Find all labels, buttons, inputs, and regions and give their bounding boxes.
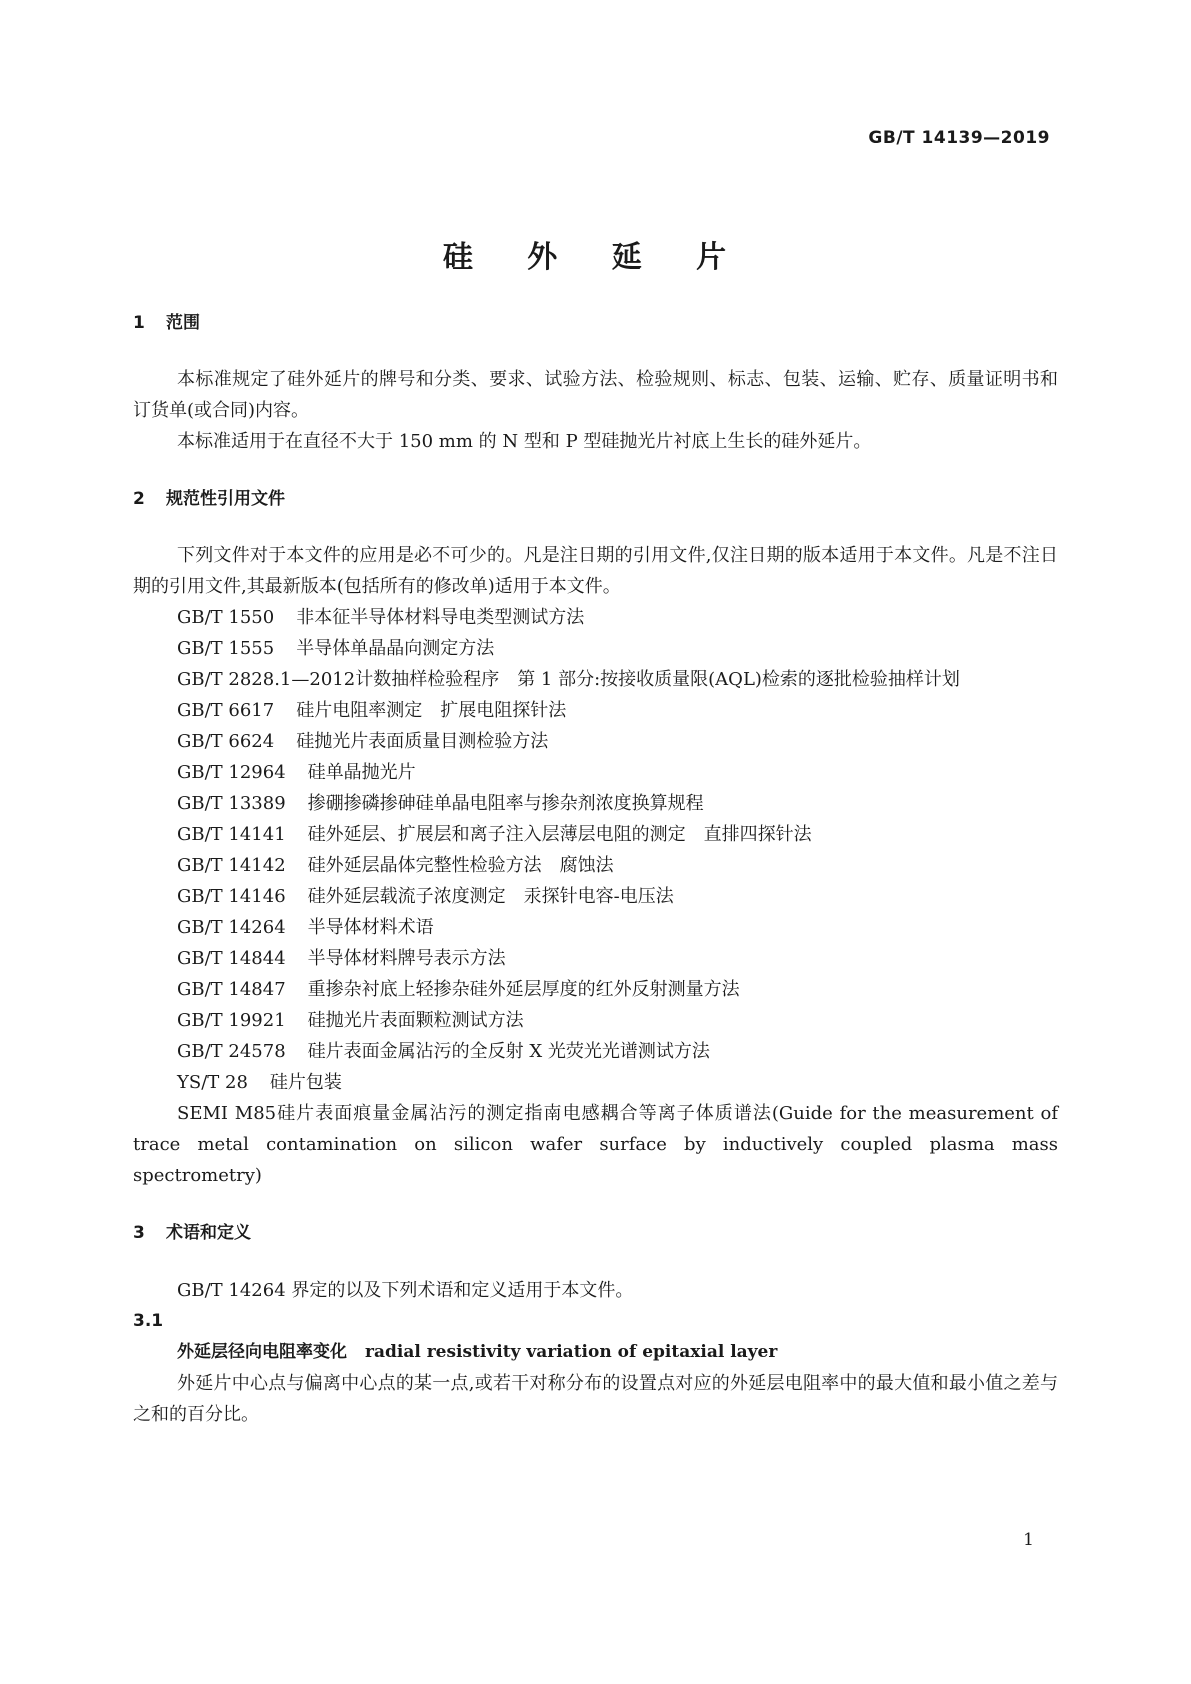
reference-code: GB/T 1550 — [177, 607, 275, 628]
reference-code: GB/T 6624 — [177, 731, 275, 752]
section-heading — [133, 308, 1058, 339]
reference-item — [133, 881, 1058, 912]
paragraph: 本标准规定了硅外延片的牌号和分类、要求、试验方法、检验规则、标志、包装、运输、贮存、质量证明书和订货单(或合同)内容。 — [133, 369, 1058, 421]
reference-code: GB/T 14142 — [177, 855, 286, 876]
reference-title: 半导体单晶晶向测定方法 — [296, 638, 495, 659]
term-number: 3.1 — [133, 1311, 164, 1331]
reference-title: 硅抛光片表面质量目测检验方法 — [296, 731, 549, 752]
reference-title: 半导体材料术语 — [307, 917, 434, 938]
section-1-body — [133, 364, 1058, 457]
reference-code: GB/T 14141 — [177, 824, 286, 845]
reference-item — [133, 757, 1058, 788]
term-chinese: 外延层径向电阻率变化 — [177, 1342, 347, 1362]
section-title: 范围 — [166, 313, 200, 333]
page-number: 1 — [1023, 1530, 1034, 1550]
section-number: 2 — [133, 489, 145, 509]
term-english: radial resistivity variation of epitaxial layer — [365, 1342, 778, 1362]
reference-code: GB/T 14847 — [177, 979, 286, 1000]
paragraph: 下列文件对于本文件的应用是必不可少的。凡是注日期的引用文件,仅注日期的版本适用于本文件。凡是不注日期的引用文件,其最新版本(包括所有的修改单)适用于本文件。 — [133, 545, 1058, 597]
reference-item — [133, 788, 1058, 819]
reference-item — [133, 1098, 1058, 1191]
reference-list — [133, 602, 1058, 1191]
term-definition: 外延片中心点与偏离中心点的某一点,或若干对称分布的设置点对应的外延层电阻率中的最大值和最小值之差与之和的百分比。 — [133, 1373, 1058, 1425]
reference-code: GB/T 2828.1—2012 — [177, 669, 356, 690]
reference-item — [133, 633, 1058, 664]
reference-code: GB/T 12964 — [177, 762, 286, 783]
reference-item — [133, 850, 1058, 881]
reference-title: 硅片表面痕量金属沾污的测定指南电感耦合等离子体质谱法(Guide for the measurement of trace metal contamination on silicon wafer surface by inductively coupled plasma mass spectrometry) — [133, 1103, 1058, 1186]
reference-code: GB/T 13389 — [177, 793, 286, 814]
section-3 — [133, 1218, 1058, 1249]
reference-item — [133, 664, 1058, 695]
reference-title: 硅抛光片表面颗粒测试方法 — [307, 1010, 524, 1031]
reference-code: GB/T 14844 — [177, 948, 286, 969]
reference-code: GB/T 1555 — [177, 638, 275, 659]
reference-item — [133, 1036, 1058, 1067]
reference-item — [133, 1067, 1058, 1098]
section-2 — [133, 484, 1058, 515]
section-number: 1 — [133, 313, 145, 333]
section-title: 术语和定义 — [166, 1223, 251, 1243]
reference-code: GB/T 24578 — [177, 1041, 286, 1062]
reference-item — [133, 695, 1058, 726]
reference-title: 硅片电阻率测定 扩展电阻探针法 — [296, 700, 567, 721]
document-title: 硅 外 延 片 — [442, 240, 749, 275]
term-title — [133, 1337, 1058, 1368]
reference-title: 硅单晶抛光片 — [307, 762, 416, 783]
reference-item — [133, 912, 1058, 943]
reference-title: 计数抽样检验程序 第 1 部分:按接收质量限(AQL)检索的逐批检验抽样计划 — [355, 669, 960, 690]
reference-title: 半导体材料牌号表示方法 — [307, 948, 506, 969]
reference-code: GB/T 14146 — [177, 886, 286, 907]
paragraph: 本标准适用于在直径不大于 150 mm 的 N 型和 P 型硅抛光片衬底上生长的硅外延片。 — [177, 431, 872, 452]
reference-title: 硅外延层晶体完整性检验方法 腐蚀法 — [307, 855, 614, 876]
reference-item — [133, 974, 1058, 1005]
standard-number: GB/T 14139—2019 — [868, 128, 1050, 148]
reference-item — [133, 602, 1058, 633]
reference-title: 硅片包装 — [269, 1072, 342, 1093]
section-2-body — [133, 540, 1058, 1191]
reference-code: GB/T 14264 — [177, 917, 286, 938]
reference-title: 硅外延层、扩展层和离子注入层薄层电阻的测定 直排四探针法 — [307, 824, 812, 845]
section-heading — [133, 484, 1058, 515]
reference-code: SEMI M85 — [177, 1103, 277, 1124]
reference-title: 重掺杂衬底上轻掺杂硅外延层厚度的红外反射测量方法 — [307, 979, 740, 1000]
reference-code: GB/T 6617 — [177, 700, 275, 721]
section-title: 规范性引用文件 — [166, 489, 285, 509]
reference-title: 非本征半导体材料导电类型测试方法 — [296, 607, 585, 628]
reference-title: 硅外延层载流子浓度测定 汞探针电容-电压法 — [307, 886, 674, 907]
section-number: 3 — [133, 1223, 145, 1243]
section-1 — [133, 308, 1058, 339]
reference-title: 掺硼掺磷掺砷硅单晶电阻率与掺杂剂浓度换算规程 — [307, 793, 704, 814]
section-3-body — [133, 1275, 1058, 1430]
reference-title: 硅片表面金属沾污的全反射 X 光荧光光谱测试方法 — [307, 1041, 710, 1062]
reference-item — [133, 943, 1058, 974]
reference-item — [133, 1005, 1058, 1036]
reference-code: GB/T 19921 — [177, 1010, 286, 1031]
paragraph: GB/T 14264 界定的以及下列术语和定义适用于本文件。 — [177, 1280, 634, 1301]
reference-item — [133, 819, 1058, 850]
reference-item — [133, 726, 1058, 757]
reference-code: YS/T 28 — [177, 1072, 248, 1093]
section-heading — [133, 1218, 1058, 1249]
